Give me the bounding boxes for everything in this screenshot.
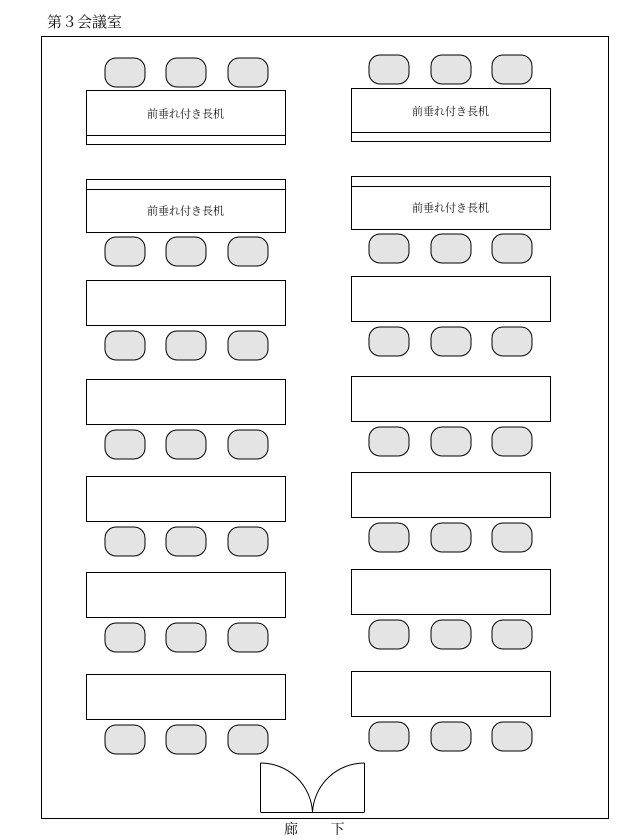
left-row-4-chair-2 xyxy=(166,430,206,459)
left-row-2-chair-1 xyxy=(105,237,145,266)
room-title: 第３会議室 xyxy=(47,13,123,31)
left-row-4-chair-3 xyxy=(228,430,268,459)
right-row-3-chair-2 xyxy=(431,327,471,356)
right-row-5-chair-3 xyxy=(492,523,532,552)
left-row-5-chair-2 xyxy=(166,527,206,556)
right-row-2-chair-3 xyxy=(492,234,532,263)
right-row-5-chair-1 xyxy=(369,523,409,552)
right-row-6-chair-2 xyxy=(431,620,471,649)
right-row-1-chair-2 xyxy=(431,55,471,84)
right-table-3 xyxy=(352,277,551,322)
right-row-7-chair-2 xyxy=(431,722,471,751)
door-left-swing xyxy=(261,763,313,812)
right-table-2-label: 前垂れ付き長机 xyxy=(412,201,489,215)
right-row-3-chair-1 xyxy=(369,327,409,356)
left-row-5-chair-1 xyxy=(105,527,145,556)
left-row-3-chair-3 xyxy=(228,331,268,360)
right-row-6-chair-1 xyxy=(369,620,409,649)
right-table-6 xyxy=(352,570,551,615)
left-table-4 xyxy=(87,380,286,425)
left-row-2-chair-3 xyxy=(228,237,268,266)
left-row-1-chair-3 xyxy=(228,58,268,87)
left-table-1-label: 前垂れ付き長机 xyxy=(147,107,224,121)
left-row-7-chair-3 xyxy=(228,725,268,754)
left-row-5-chair-3 xyxy=(228,527,268,556)
right-row-4-chair-1 xyxy=(369,427,409,456)
left-row-6-chair-2 xyxy=(166,623,206,652)
right-row-2-chair-2 xyxy=(431,234,471,263)
left-table-7 xyxy=(87,675,286,720)
right-row-4-chair-3 xyxy=(492,427,532,456)
left-row-7-chair-2 xyxy=(166,725,206,754)
left-table-2-label: 前垂れ付き長机 xyxy=(147,204,224,218)
left-row-6-chair-3 xyxy=(228,623,268,652)
left-row-6-chair-1 xyxy=(105,623,145,652)
right-row-5-chair-2 xyxy=(431,523,471,552)
furniture-layout xyxy=(87,55,551,754)
corridor-label: 廊 下 xyxy=(284,822,359,838)
left-table-6 xyxy=(87,573,286,618)
right-row-1-chair-1 xyxy=(369,55,409,84)
left-row-2-chair-2 xyxy=(166,237,206,266)
right-row-7-chair-1 xyxy=(369,722,409,751)
left-table-5 xyxy=(87,477,286,522)
right-table-4 xyxy=(352,377,551,422)
right-table-5 xyxy=(352,473,551,518)
left-row-3-chair-2 xyxy=(166,331,206,360)
left-row-4-chair-1 xyxy=(105,430,145,459)
right-row-4-chair-2 xyxy=(431,427,471,456)
left-row-1-chair-1 xyxy=(105,58,145,87)
right-table-7 xyxy=(352,672,551,717)
left-row-7-chair-1 xyxy=(105,725,145,754)
right-row-2-chair-1 xyxy=(369,234,409,263)
left-row-3-chair-1 xyxy=(105,331,145,360)
left-row-1-chair-2 xyxy=(166,58,206,87)
left-table-3 xyxy=(87,281,286,326)
right-row-1-chair-3 xyxy=(492,55,532,84)
right-row-6-chair-3 xyxy=(492,620,532,649)
right-row-7-chair-3 xyxy=(492,722,532,751)
door-right-swing xyxy=(313,763,365,812)
double-door xyxy=(261,763,365,813)
right-table-1-label: 前垂れ付き長机 xyxy=(412,105,489,118)
right-row-3-chair-3 xyxy=(492,327,532,356)
